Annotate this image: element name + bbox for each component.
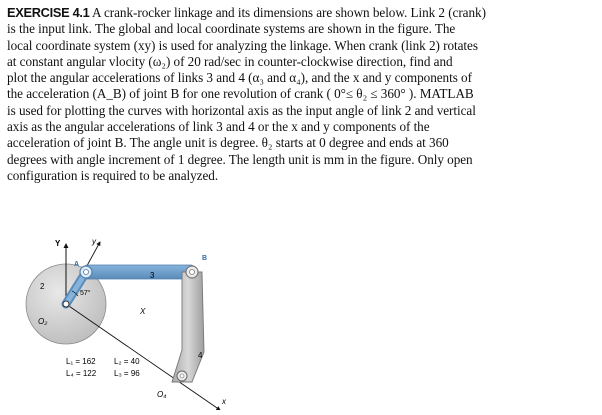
text-line-2: is the input link. The global and local coordinate systems are shown in the figure. The [7, 21, 456, 37]
coupler-link-3 [84, 265, 194, 279]
dim-l4: L₄ = 122 [66, 369, 97, 378]
text-line-9: acceleration of joint B. The angle unit is degree. θ₂ starts at 0 degree and ends at 360 [7, 135, 449, 151]
text-line-11: configuration is required to be analyzed. [7, 167, 219, 183]
text-line-5: plot the angular accelerations of links 3 and 4 (α₃ and α₄), and the x and y components of [7, 70, 472, 86]
text-line-4: at constant angular vlocity (ω₂) of 20 rad/sec in counter-clockwise direction, find and [7, 53, 453, 69]
rocker-link-4 [172, 272, 204, 382]
label-o4: O₄ [157, 390, 167, 399]
dim-l1: L₁ = 162 [66, 357, 96, 366]
dim-l3: L₃ = 96 [114, 369, 140, 378]
text-line-10: degrees with angle increment of 1 degree. The length unit is mm in the figure. Only open [7, 151, 473, 167]
text-line-1: EXERCISE 4.1 A crank-rocker linkage and its dimensions are shown below. Link 2 (crank) [7, 5, 486, 20]
label-link-3: 3 [150, 271, 155, 280]
label-global-x: X [140, 307, 146, 316]
text-line-8: axis as the angular accelerations of link 3 and 4 or the x and y components of the [7, 119, 430, 135]
label-joint-a: A [74, 261, 80, 268]
linkage-diagram [22, 232, 262, 410]
exercise-heading: EXERCISE 4.1 [7, 5, 90, 20]
text-line-6: the acceleration (A_B) of joint B for one revolution of crank ( 0°≤ θ₂ ≤ 360° ). MATLAB [7, 86, 474, 102]
text-line-3: local coordinate system (xy) is used for analyzing the linkage. When crank (link 2) rotates [7, 37, 478, 53]
exercise-text [7, 5, 599, 184]
label-angle: 57° [80, 290, 91, 297]
label-link-2: 2 [40, 282, 45, 291]
label-joint-b: B [202, 255, 208, 262]
label-o2: O₂ [38, 317, 48, 326]
pivot-o2 [63, 301, 69, 307]
text-line-7: is used for plotting the curves with horizontal axis as the input angle of link 2 and vertical [7, 102, 476, 118]
label-local-x: x [222, 397, 226, 406]
linkage-figure [22, 232, 262, 410]
label-global-y: Y [55, 239, 61, 248]
label-local-y: y [92, 237, 96, 246]
label-link-4: 4 [198, 351, 203, 360]
dim-l2: L₂ = 40 [114, 357, 140, 366]
